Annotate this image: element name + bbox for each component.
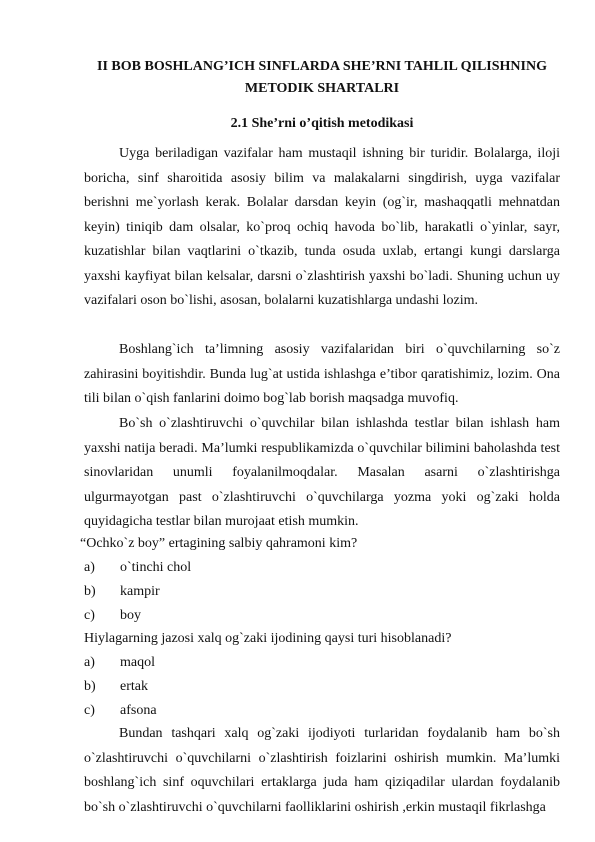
option-letter: c)	[84, 608, 95, 623]
paragraph-folklore: Bundan tashqari xalq og`zaki ijodiyoti turlaridan foydalanib ham bo`sh o`zlashtiruvchi o`quvchilarni o`zlashtirish foizlarini oshirish mumkin. Ma’lumki boshlang`ich sinf oquvchilari ertaklarga juda ham qiziqadilar ulardan foydalanib bo`sh o`zlashtiruvchi o`quvchilarni faolliklarini oshirish ,erkin mustaqil fikrlashga	[84, 726, 560, 815]
chapter-title: II BOB BOSHLANG’ICH SINFLARDA SHE’RNI TAHLIL QILISHNING METODIK SHARTALRI	[97, 59, 547, 96]
option-text: boy	[120, 608, 141, 623]
option-text: afsona	[120, 703, 157, 718]
question-1: “Ochko`z boy” ertagining salbiy qahramoni kim?	[80, 536, 358, 551]
option-text: maqol	[120, 655, 155, 670]
option-text: kampir	[120, 584, 160, 599]
option-letter: b)	[84, 679, 96, 694]
option-letter: a)	[84, 655, 95, 670]
paragraph-homework: Uyga beriladigan vazifalar ham mustaqil ishning bir turidir. Bolalarga, iloji boricha, sinf sharoitida asosiy bilim va malakalarni singdirish, uyga vazifalar berishni me`yorlash kerak. Bolalar darsdan keyin (og`ir, mashaqqatli mehnatdan keyin) tiniqib dam olsalar, ko`proq ochiq havoda bo`lib, harakatli o`yinlar, sayr, kuzatishlar bilan vaqtlarini o`tkazib, tunda osuda uxlab, ertangi kungi darslarga yaxshi kayfiyat bilan kelsalar, darsni o`zlashtirish yaxshi bo`ladi. Shuning uchun uy vazifalari oson bo`lishi, asosan, bolalarni kuzatishlarga undashi lozim.	[84, 146, 560, 308]
option-letter: c)	[84, 703, 95, 718]
question-2-option-a	[84, 652, 155, 674]
paragraph-tests: Bo`sh o`zlashtiruvchi o`quvchilar bilan ishlashda testlar bilan ishlash ham yaxshi natija beradi. Ma’lumki respublikamizda o`quvchilar bilimini baholashda test sinovlaridan unumli foyalanilmoqdalar. Masalan asarni o`zlashtirishga ulgurmayotgan past o`zlashtiruvchi o`quvchilarga yozma yoki og`zaki holda quyidagicha testlar bilan murojaat etish mumkin.	[84, 416, 560, 529]
option-text: ertak	[120, 679, 148, 694]
paragraph-vocabulary: Boshlang`ich ta’limning asosiy vazifalaridan biri o`quvchilarning so`z zahirasini boyitishdir. Bunda lug`at ustida ishlashga e’tibor qaratishimiz, lozim. Ona tili bilan o`qish fanlarini doimo bog`lab borish maqsadga muvofiq.	[84, 342, 560, 406]
question-1-option-a	[84, 557, 191, 579]
option-text: o`tinchi chol	[120, 560, 192, 575]
option-letter: b)	[84, 584, 96, 599]
question-1-option-c	[84, 605, 141, 627]
question-2-option-c	[84, 700, 157, 722]
question-2: Hiylagarning jazosi xalq og`zaki ijodining qaysi turi hisoblanadi?	[84, 631, 452, 646]
question-1-option-b	[84, 581, 160, 603]
question-2-option-b	[84, 676, 148, 698]
option-letter: a)	[84, 560, 95, 575]
section-title: 2.1 She’rni o’qitish metodikasi	[230, 116, 414, 131]
